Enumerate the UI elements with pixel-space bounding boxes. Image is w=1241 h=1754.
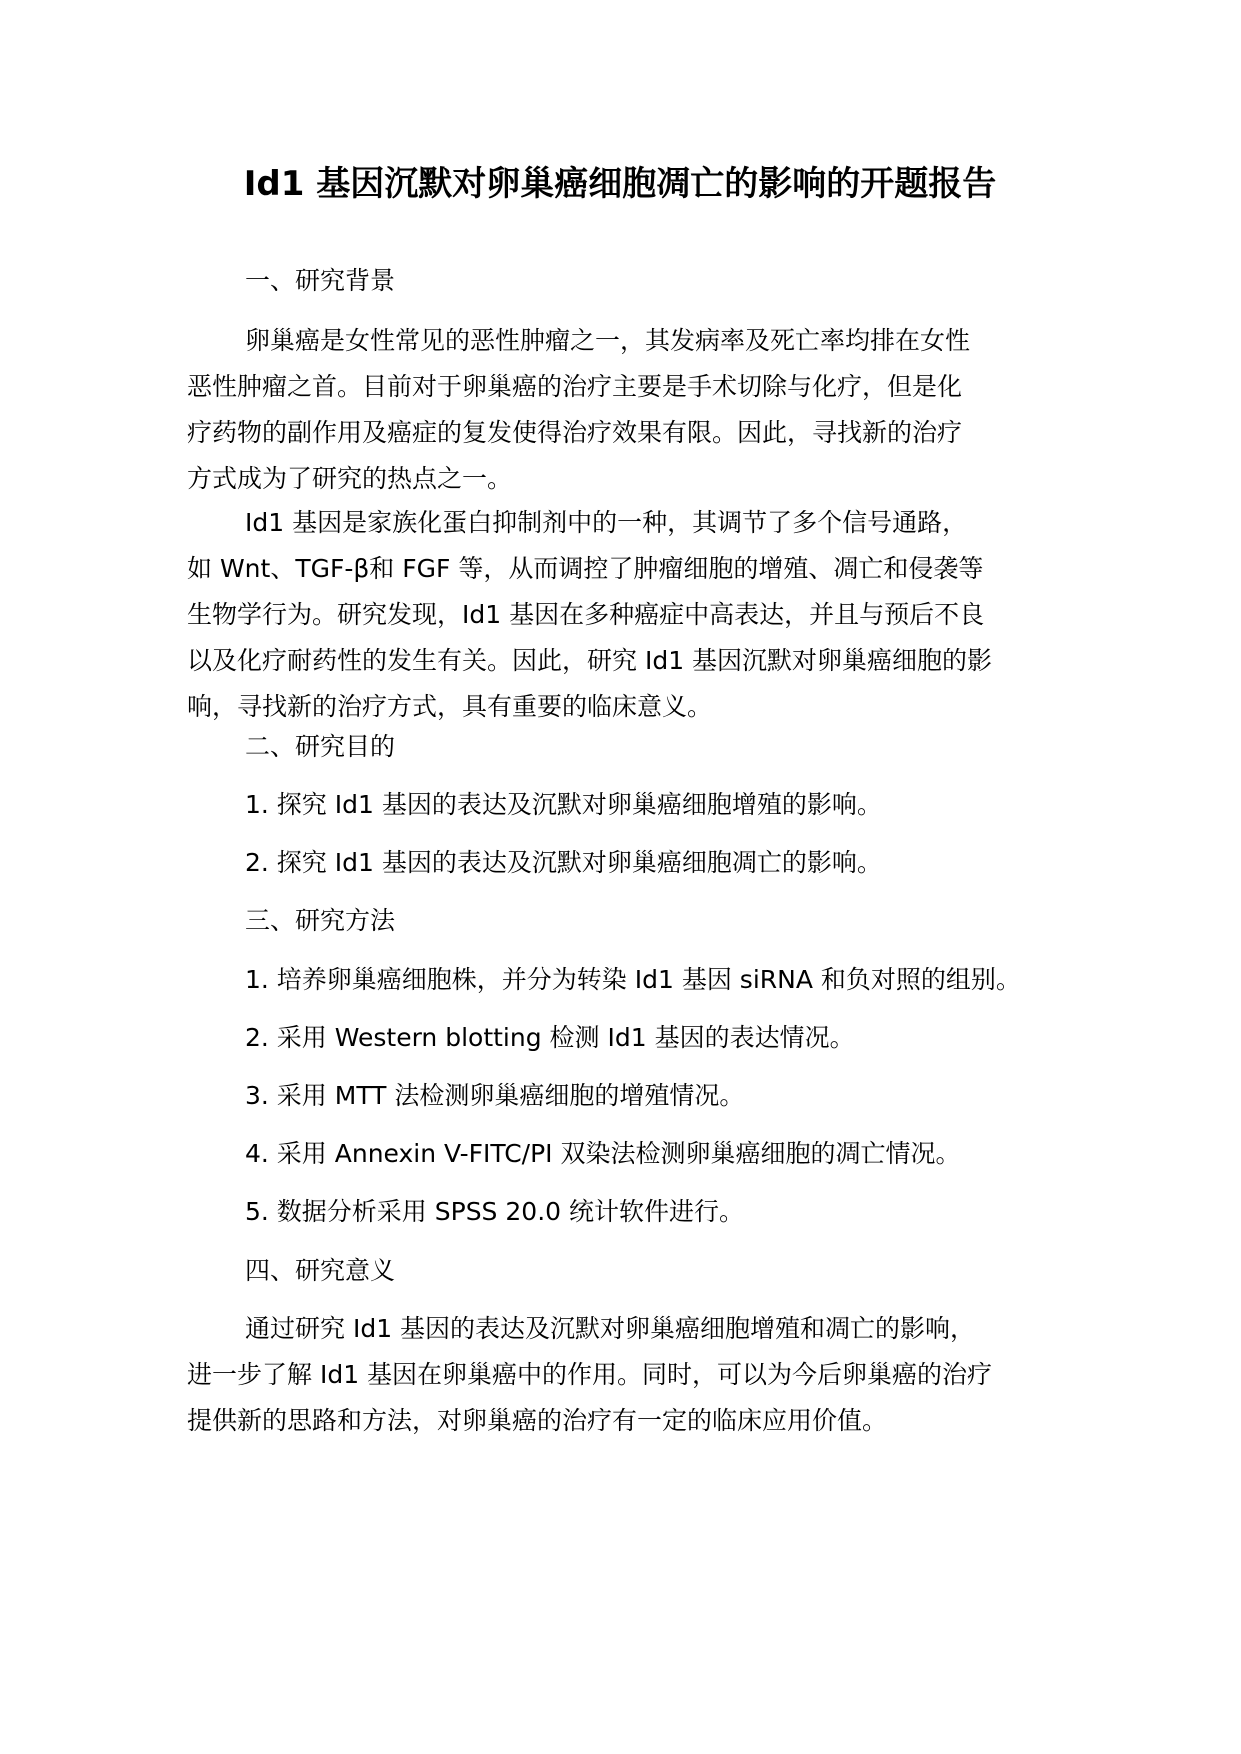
background-paragraph-1: 卵巢癌是女性常见的恶性肿瘤之一，其发病率及死亡率均排在女性 恶性肿瘤之首。目前对于卵巢癌的治疗主要是手术切除与化疗，但是化 疗药物的副作用及癌症的复发使得治疗效果有限。因此，寻找新的治疗 方式成为了研究的热点之一。 — [187, 326, 971, 493]
document-page — [187, 0, 1053, 1754]
significance-paragraph: 通过研究 Id1 基因的表达及沉默对卵巢癌细胞增殖和凋亡的影响， 进一步了解 Id1 基因在卵巢癌中的作用。同时，可以为今后卵巢癌的治疗 提供新的思路和方法，对卵巢癌的治疗有一定的临床应用价值。 — [187, 1314, 993, 1435]
section-heading-methods: 三、研究方法 — [245, 906, 396, 935]
methods-item-2: 2. 采用 Western blotting 检测 Id1 基因的表达情况。 — [245, 1023, 855, 1052]
methods-item-3: 3. 采用 MTT 法检测卵巢癌细胞的增殖情况。 — [245, 1081, 745, 1110]
methods-item-1: 1. 培养卵巢癌细胞株，并分为转染 Id1 基因 siRNA 和负对照的组别。 — [245, 965, 1021, 994]
purpose-item-1: 1. 探究 Id1 基因的表达及沉默对卵巢癌细胞增殖的影响。 — [245, 790, 882, 819]
section-heading-background: 一、研究背景 — [245, 266, 396, 295]
section-heading-significance: 四、研究意义 — [245, 1256, 396, 1285]
methods-item-5: 5. 数据分析采用 SPSS 20.0 统计软件进行。 — [245, 1197, 744, 1226]
methods-item-4: 4. 采用 Annexin V-FITC/PI 双染法检测卵巢癌细胞的凋亡情况。 — [245, 1139, 961, 1168]
document-title: Id1 基因沉默对卵巢癌细胞凋亡的影响的开题报告 — [243, 164, 997, 204]
purpose-item-2: 2. 探究 Id1 基因的表达及沉默对卵巢癌细胞凋亡的影响。 — [245, 848, 882, 877]
section-heading-purpose: 二、研究目的 — [245, 732, 396, 761]
background-paragraph-2: Id1 基因是家族化蛋白抑制剂中的一种，其调节了多个信号通路， 如 Wnt、TGF-β和 FGF 等，从而调控了肿瘤细胞的增殖、凋亡和侵袭等 生物学行为。研究发现，Id1 基因在多种癌症中高表达，并且与预后不良 以及化疗耐药性的发生有关。因此，研究 Id1 基因沉默对卵巢癌细胞的影 响，寻找新的治疗方式，具有重要的临床意义。 — [187, 508, 993, 721]
